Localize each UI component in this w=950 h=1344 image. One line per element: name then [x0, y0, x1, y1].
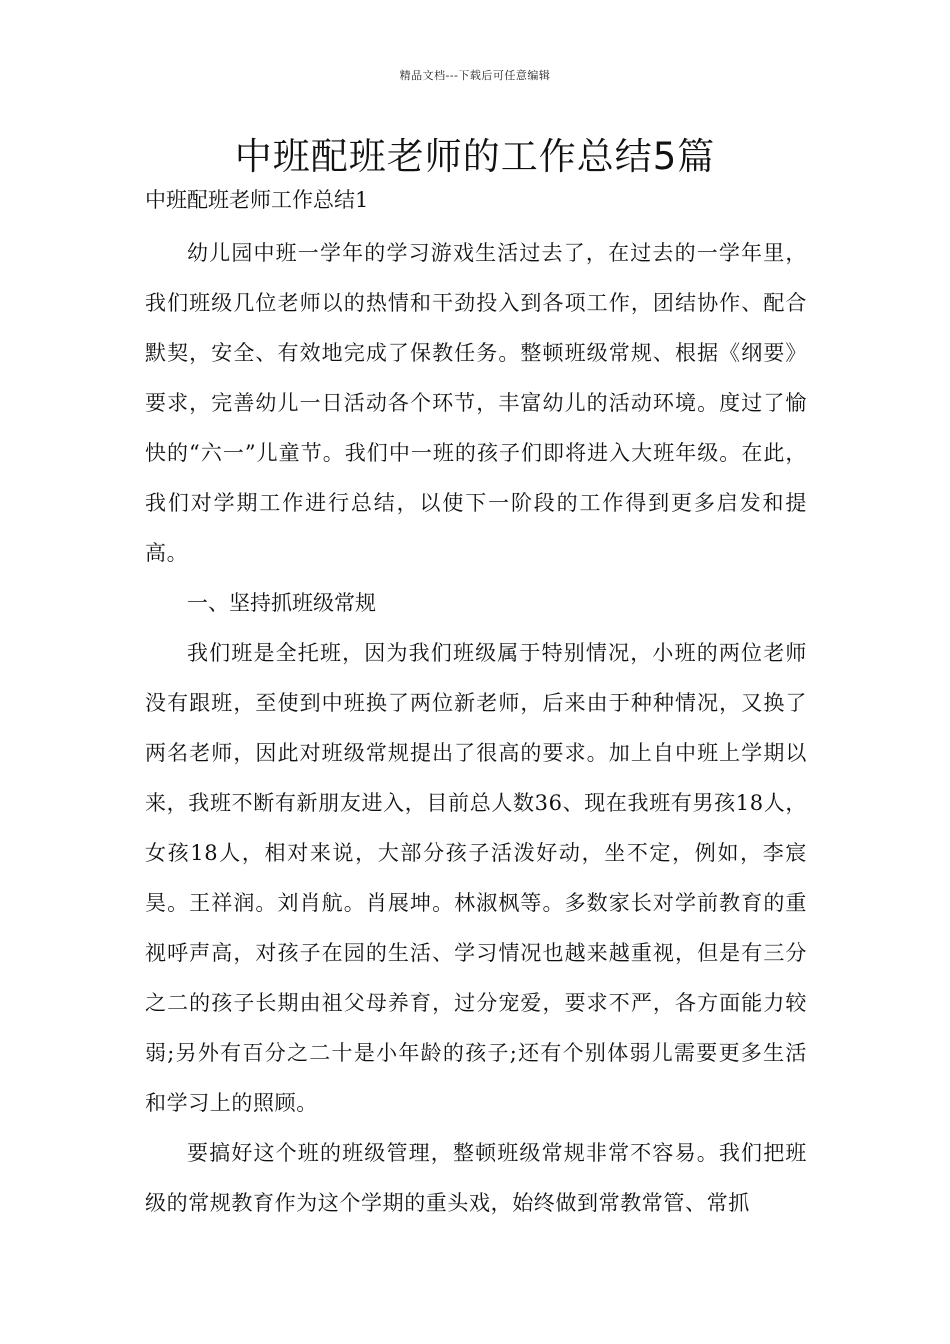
document-title: 中班配班老师的工作总结5篇 [234, 135, 716, 178]
paragraph-class-situation: 我们班是全托班，因为我们班级属于特别情况，小班的两位老师没有跟班，至使到中班换了两位新老师，后来由于种种情况，又换了两名老师，因此对班级常规提出了很高的要求。加上自中班上学期以来，我班不断有新朋友进入，目前总人数36、现在我班有男孩18人，女孩18人，相对来说，大部分孩子活泼好动，坐不定，例如，李宸昊。王祥润。刘肖航。肖展坤。林淑枫等。多数家长对学前教育的重视呼声高，对孩子在园的生活、学习情况也越来越重视，但是有三分之二的孩子长期由祖父母养育，过分宠爱，要求不严，各方面能力较弱;另外有百分之二十是小年龄的孩子;还有个别体弱儿需要更多生活和学习上的照顾。 [145, 641, 807, 1115]
document-body [145, 183, 807, 1228]
document-subtitle: 中班配班老师工作总结1 [145, 188, 369, 212]
section-heading: 一、坚持抓班级常规 [187, 591, 376, 615]
header-note: 精品文档---下载后可任意编辑 [399, 69, 551, 82]
paragraph-class-management: 要搞好这个班的班级管理，整顿班级常规非常不容易。我们把班级的常规教育作为这个学期的重头戏，始终做到常教常管、常抓 [145, 1141, 807, 1215]
paragraph-intro: 幼儿园中班一学年的学习游戏生活过去了，在过去的一学年里，我们班级几位老师以的热情和干劲投入到各项工作，团结协作、配合默契，安全、有效地完成了保教任务。整顿班级常规、根据《纲要》要求，完善幼儿一日活动各个环节，丰富幼儿的活动环境。度过了愉快的“六一”儿童节。我们中一班的孩子们即将进入大班年级。在此，我们对学期工作进行总结，以使下一阶段的工作得到更多启发和提高。 [145, 241, 807, 565]
